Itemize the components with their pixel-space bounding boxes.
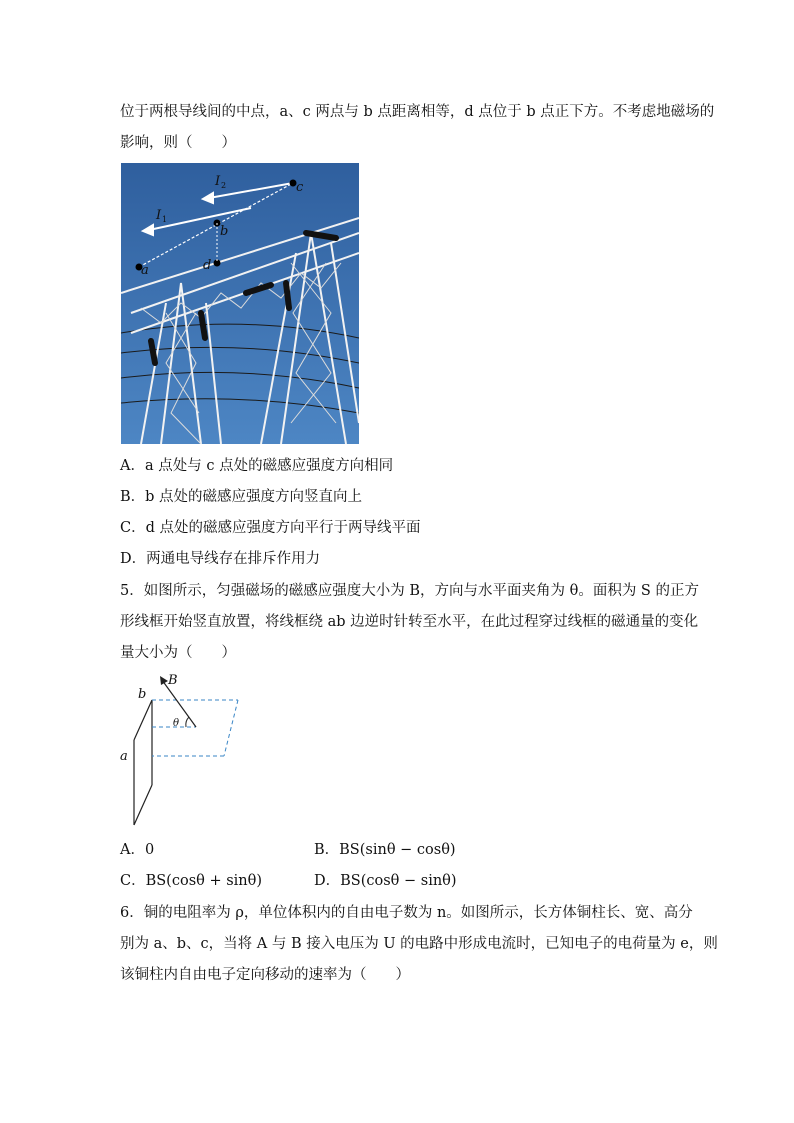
label-I1: I [156, 208, 162, 223]
q6-stem-line1: 6．铜的电阻率为 ρ，单位体积内的自由电子数为 n。如图所示，长方体铜柱长、宽、高分 [120, 905, 693, 921]
q6-stem-line3: 该铜柱内自由电子定向移动的速率为（ ） [120, 967, 410, 983]
label-d: d [203, 258, 212, 273]
label-frame-a: a [120, 749, 128, 764]
q5-stem-line2: 形线框开始竖直放置，将线框绕 ab 边逆时针转至水平，在此过程穿过线框的磁通量的变化 [120, 614, 699, 630]
q5-option-d: D．BS(cosθ − sinθ) [314, 873, 457, 889]
label-a: a [141, 263, 149, 278]
q4-option-c: C．d 点处的磁感应强度方向平行于两导线平面 [120, 520, 421, 536]
label-frame-b: b [138, 687, 147, 702]
q6-stem-line2: 别为 a、b、c，当将 A 与 B 接入电压为 U 的电路中形成电流时，已知电子的电荷量为 e，则 [120, 936, 718, 952]
label-I2-sub: 2 [221, 181, 227, 190]
q4-option-b: B．b 点处的磁感应强度方向竖直向上 [120, 489, 363, 505]
q5-option-a: A．0 [120, 842, 155, 858]
label-c: c [296, 180, 304, 195]
q5-stem-line3: 量大小为（ ） [120, 645, 236, 661]
power-line-photo [121, 163, 359, 444]
q4-stem-line2: 影响，则（ ） [120, 135, 236, 151]
q5-stem-line1: 5．如图所示，匀强磁场的磁感应强度大小为 B，方向与水平面夹角为 θ。面积为 S 的正方 [120, 583, 699, 599]
label-I1-sub: 1 [162, 215, 168, 224]
rotating-frame-diagram [116, 670, 246, 830]
q4-option-a: A．a 点处与 c 点处的磁感应强度方向相同 [120, 458, 394, 474]
label-theta: θ [173, 718, 180, 729]
q5-option-c: C．BS(cosθ + sinθ) [120, 873, 263, 889]
q5-option-b: B．BS(sinθ − cosθ) [314, 842, 456, 858]
label-I2: I [215, 174, 221, 189]
label-b: b [220, 224, 229, 239]
label-B: B [168, 673, 178, 688]
q4-option-d: D．两通电导线存在排斥作用力 [120, 551, 321, 567]
q4-stem-line1: 位于两根导线间的中点，a、c 两点与 b 点距离相等，d 点位于 b 点正下方。不考虑地磁场的 [120, 104, 715, 120]
